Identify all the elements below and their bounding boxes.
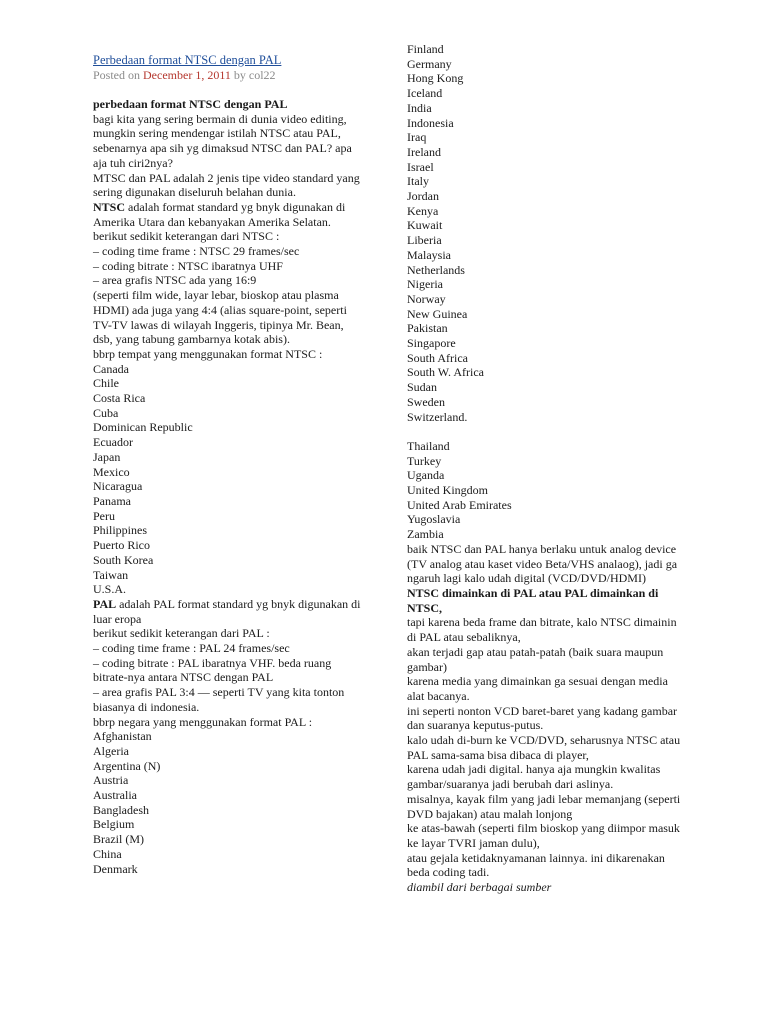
intro-line: bagi kita yang sering bermain di dunia video editing,: [93, 111, 347, 126]
country-item: Switzerland.: [407, 409, 468, 424]
right-column: [407, 0, 685, 895]
pal-detail-line: bbrp negara yang menggunakan format PAL :: [93, 714, 313, 729]
pal-term: PAL: [93, 596, 117, 611]
ntsc-detail-line: bbrp tempat yang menggunakan format NTSC :: [93, 346, 323, 361]
country-item: Yugoslavia: [407, 512, 461, 527]
country-item: Jordan: [407, 189, 439, 204]
ntsc-detail-line: – coding bitrate : NTSC ibaratnya UHF: [93, 258, 283, 273]
answer-line: karena media yang dimainkan ga sesuai dengan media alat bacanya.: [407, 674, 668, 703]
country-item: Singapore: [407, 336, 456, 351]
answer-line: akan terjadi gap atau patah-patah (baik suara maupun gambar): [407, 644, 664, 674]
country-item: Australia: [93, 788, 137, 803]
country-item: Denmark: [93, 861, 138, 876]
answer-line: karena udah jadi digital. hanya aja mungkin kwalitas gambar/suaranya jadi berubah dari aslinya.: [407, 762, 661, 792]
answer-line: kalo udah di-burn ke VCD/DVD, seharusnya NTSC atau PAL sama-sama bisa dibaca di player,: [407, 733, 681, 762]
intro-line: sebenarnya apa sih yg dimaksud NTSC dan PAL? apa aja tuh ciri2nya?: [93, 141, 352, 170]
country-item: Ecuador: [93, 435, 133, 450]
country-item: Nigeria: [407, 277, 443, 292]
country-item: Norway: [407, 291, 446, 306]
intro-paragraphs: [93, 112, 361, 200]
country-item: Italy: [407, 174, 429, 189]
country-item: Nicaragua: [93, 479, 143, 494]
country-item: China: [93, 846, 122, 861]
post-meta: [93, 68, 361, 83]
country-item: Netherlands: [407, 262, 465, 277]
ntsc-def-text: adalah format standard yg bnyk digunakan di Amerika Utara dan kebanyakan Amerika Selatan.: [93, 199, 346, 229]
by-label: by: [230, 68, 249, 82]
country-item: Iraq: [407, 130, 427, 145]
ntsc-detail-line: – area grafis NTSC ada yang 16:9: [93, 273, 257, 288]
answer-paragraphs: [407, 615, 685, 880]
country-item: Mexico: [93, 464, 130, 479]
article-heading: perbedaan format NTSC dengan PAL: [93, 97, 288, 111]
country-item: India: [407, 100, 432, 115]
pal-detail-line: – coding time frame : PAL 24 frames/sec: [93, 641, 290, 656]
list-gap: [407, 424, 685, 439]
country-item: Indonesia: [407, 115, 454, 130]
country-item: Chile: [93, 376, 119, 391]
country-item: Sweden: [407, 394, 445, 409]
answer-line: misalnya, kayak film yang jadi lebar memanjang (seperti DVD bajakan) atau malah lonjong: [407, 791, 681, 821]
intro-line: MTSC dan PAL adalah 2 jenis tipe video standard yang sering digunakan diseluruh belahan dunia.: [93, 170, 360, 200]
country-item: Sudan: [407, 380, 437, 395]
country-item: South Africa: [407, 350, 468, 365]
ntsc-detail-line: berikut sedikit keterangan dari NTSC :: [93, 229, 280, 244]
ntsc-definition: [93, 200, 361, 229]
pal-def-text: adalah PAL format standard yg bnyk digunakan di luar eropa: [93, 596, 361, 626]
source-note: diambil dari berbagai sumber: [407, 880, 552, 895]
country-item: South W. Africa: [407, 365, 484, 380]
country-item: Peru: [93, 508, 115, 523]
country-item: Japan: [93, 449, 121, 464]
country-item: Finland: [407, 42, 444, 56]
country-item: Kenya: [407, 203, 439, 218]
ntsc-country-list: [93, 362, 361, 597]
country-item: Kuwait: [407, 218, 443, 233]
country-item: Canada: [93, 361, 129, 376]
pal-details: [93, 626, 361, 729]
ntsc-term: NTSC: [93, 199, 126, 214]
country-item: United Kingdom: [407, 483, 488, 498]
pal-definition: [93, 597, 361, 626]
country-item: Belgium: [93, 817, 135, 832]
country-item: Turkey: [407, 453, 442, 468]
country-item: Puerto Rico: [93, 538, 150, 553]
pal-detail-line: berikut sedikit keterangan dari PAL :: [93, 626, 270, 641]
country-item: Hong Kong: [407, 71, 464, 86]
country-item: Iceland: [407, 86, 443, 101]
pal-country-list-left: [93, 729, 361, 876]
analog-note: baik NTSC dan PAL hanya berlaku untuk analog device (TV analog atau kaset video Beta/VHS analaog), jadi ga ngaruh lagi kalo udah digital (VCD/DVD/HDMI): [407, 541, 678, 586]
pal-detail-line: – area grafis PAL 3:4 — seperti TV yang kita tonton biasanya di indonesia.: [93, 685, 345, 714]
country-item: Ireland: [407, 144, 441, 159]
country-item: Uganda: [407, 468, 445, 483]
country-item: Afghanistan: [93, 729, 152, 744]
country-item: Thailand: [407, 438, 450, 453]
country-item: U.S.A.: [93, 582, 127, 597]
answer-line: ke atas-bawah (seperti film bioskop yang diimpor masuk ke layar TVRI jaman dulu),: [407, 821, 680, 850]
post-date-link[interactable]: December 1, 2011: [143, 68, 231, 82]
country-item: Cuba: [93, 405, 119, 420]
post-author-link[interactable]: col22: [248, 68, 276, 82]
pal-country-list-a: [407, 42, 685, 424]
left-column: [93, 0, 361, 876]
answer-line: ini seperti nonton VCD baret-baret yang kadang gambar dan suaranya keputus-putus.: [407, 703, 678, 733]
country-item: Brazil (M): [93, 832, 144, 847]
country-item: Panama: [93, 493, 131, 508]
country-item: Germany: [407, 56, 452, 71]
country-item: Bangladesh: [93, 802, 149, 817]
country-item: Pakistan: [407, 321, 448, 336]
country-item: Austria: [93, 773, 129, 788]
answer-line: atau gejala ketidaknyamanan lainnya. ini dikarenakan beda coding tadi.: [407, 850, 665, 880]
country-item: Dominican Republic: [93, 420, 193, 435]
country-item: United Arab Emirates: [407, 497, 512, 512]
country-item: Israel: [407, 159, 434, 174]
answer-line: tapi karena beda frame dan bitrate, kalo NTSC dimainin di PAL atau sebaliknya,: [407, 615, 677, 645]
country-item: South Korea: [93, 552, 154, 567]
country-item: Malaysia: [407, 247, 451, 262]
country-item: Taiwan: [93, 567, 129, 582]
posted-on-label: Posted on: [93, 68, 144, 82]
intro-line: mungkin sering mendengar istilah NTSC atau PAL,: [93, 126, 341, 141]
pal-detail-line: – coding bitrate : PAL ibaratnya VHF. beda ruang bitrate-nya antara NTSC dengan PAL: [93, 655, 332, 685]
question-heading: NTSC dimainkan di PAL atau PAL dimainkan di NTSC,: [407, 586, 659, 615]
country-item: Costa Rica: [93, 391, 146, 406]
ntsc-details: [93, 229, 361, 361]
country-item: Philippines: [93, 523, 148, 538]
country-item: Liberia: [407, 233, 442, 248]
ntsc-detail-line: – coding time frame : NTSC 29 frames/sec: [93, 244, 300, 259]
country-item: New Guinea: [407, 306, 468, 321]
pal-country-list-b: [407, 439, 685, 542]
ntsc-detail-line: (seperti film wide, layar lebar, bioskop atau plasma HDMI) ada juga yang 4:4 (alias square-point, seperti TV-TV lawas di wilayah Inggeris, tipinya Mr. Bean, dsb, yang tabung gambarnya kotak abis).: [93, 288, 347, 347]
country-item: Algeria: [93, 743, 129, 758]
post-title-link[interactable]: Perbedaan format NTSC dengan PAL: [93, 53, 282, 67]
country-item: Zambia: [407, 527, 444, 542]
country-item: Argentina (N): [93, 758, 161, 773]
